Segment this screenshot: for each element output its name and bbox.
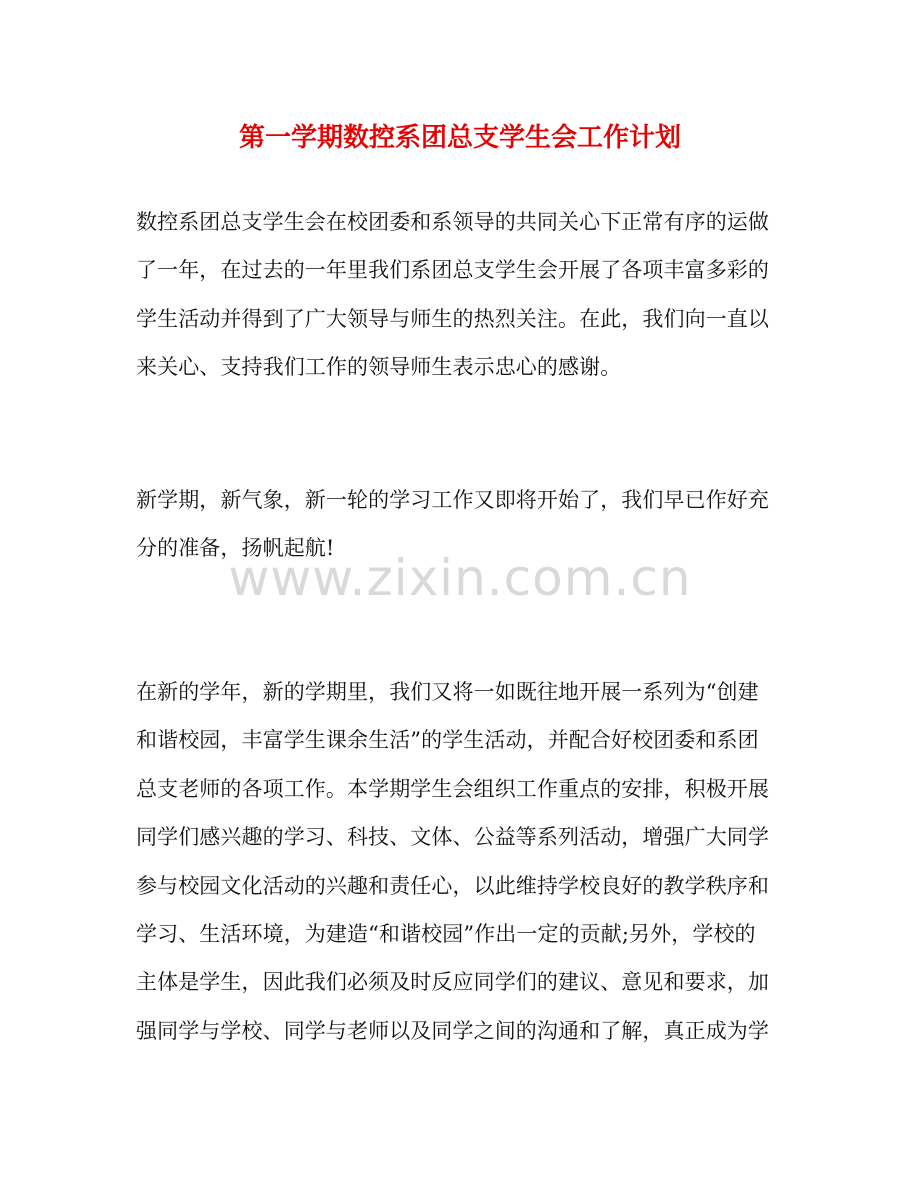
paragraph-line: 学生活动并得到了广大领导与师生的热烈关注。在此，我们向一直以 xyxy=(136,306,769,331)
paragraph-plan xyxy=(136,668,786,1055)
paragraph-line: 来关心、支持我们工作的领导师生表示忠心的感谢。 xyxy=(136,355,622,380)
paragraph-line: 在新的学年，新的学期里，我们又将一如既往地开展一系列为“创建 xyxy=(136,680,759,704)
paragraph-line: 和谐校园，丰富学生课余生活”的学生活动，并配合好校团委和系团 xyxy=(136,728,759,753)
paragraph-line: 总支老师的各项工作。本学期学生会组织工作重点的安排，积极开展 xyxy=(136,776,769,801)
paragraph-line: 参与校园文化活动的兴趣和责任心，以此维持学校良好的教学秩序和 xyxy=(136,873,769,898)
paragraph-line: 同学们感兴趣的学习、科技、文体、公益等系列活动，增强广大同学 xyxy=(136,825,769,850)
paragraph-line: 分的准备，扬帆起航! xyxy=(136,536,335,561)
paragraph-line: 新学期，新气象，新一轮的学习工作又即将开始了，我们早已作好充 xyxy=(136,488,769,512)
paragraph-line: 学习、生活环境，为建造“和谐校园”作出一定的贡献;另外，学校的 xyxy=(136,922,756,947)
page-title: 第一学期数控系团总支学生会工作计划 xyxy=(238,123,681,153)
paragraph-line: 数控系团总支学生会在校团委和系领导的共同关心下正常有序的运做 xyxy=(136,210,769,234)
paragraph-intro xyxy=(136,198,786,392)
paragraph-line: 了一年，在过去的一年里我们系团总支学生会开展了各项丰富多彩的 xyxy=(136,258,769,283)
paragraph-line: 主体是学生，因此我们必须及时反应同学们的建议、意见和要求，加 xyxy=(136,970,769,995)
watermark: www.zixin.com.cn xyxy=(228,549,692,607)
paragraph-line: 强同学与学校、同学与老师以及同学之间的沟通和了解，真正成为学 xyxy=(136,1018,769,1043)
paragraph-new-semester xyxy=(136,476,786,573)
